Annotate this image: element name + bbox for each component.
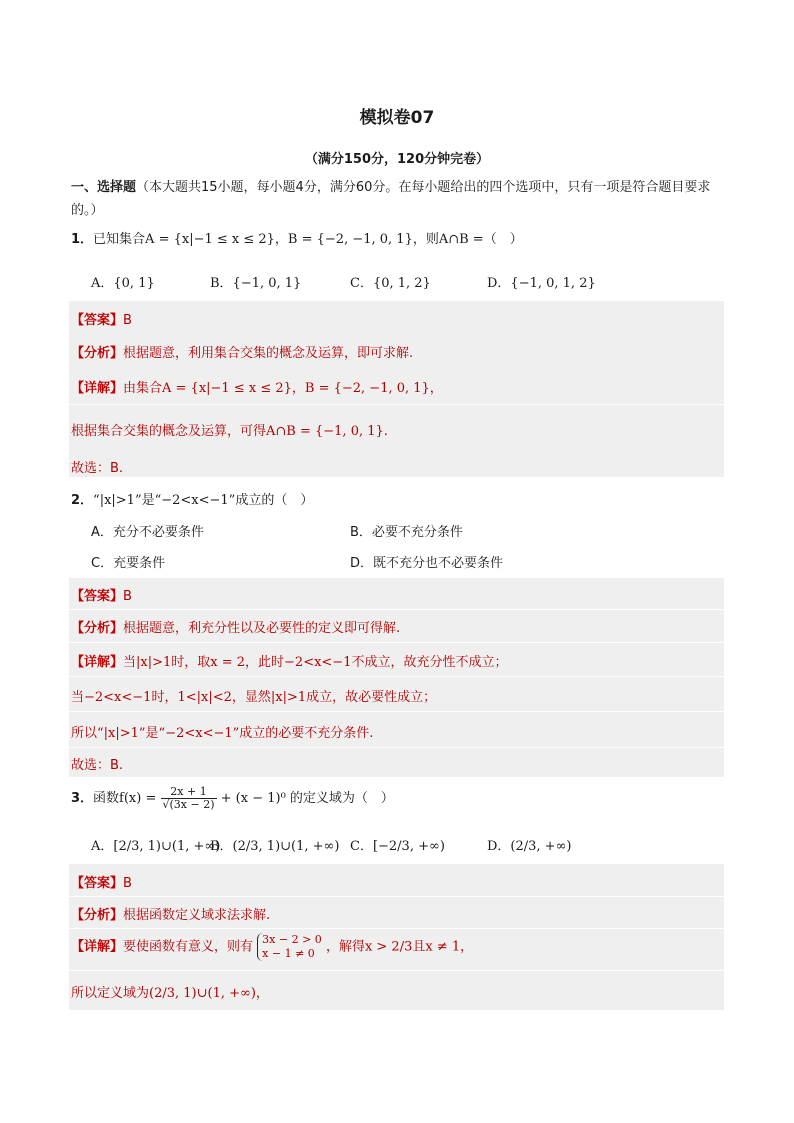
option-a: A．{0, 1} bbox=[91, 276, 155, 291]
question-stem: “|x|>1”是“−2<x<−1”成立的（ ） bbox=[93, 493, 314, 508]
answer-value: B bbox=[123, 876, 132, 891]
section-intro bbox=[71, 176, 723, 222]
analysis-line bbox=[71, 904, 270, 923]
choose-text: 故选：B. bbox=[71, 461, 124, 476]
divider bbox=[69, 928, 724, 929]
section-text: （本大题共15小题，每小题4分，满分60分。在每小题给出的四个选项中，只有一项是符合题目要求的。） bbox=[71, 180, 711, 218]
analysis-text: 根据题意，利充分性以及必要性的定义即可得解. bbox=[123, 621, 401, 636]
answer-tag: 【答案】 bbox=[71, 313, 124, 328]
analysis-tag: 【分析】 bbox=[71, 908, 124, 923]
answer-line bbox=[71, 309, 132, 328]
question-1 bbox=[71, 228, 523, 247]
divider bbox=[69, 676, 724, 677]
choose-text: 故选：B. bbox=[71, 758, 124, 773]
analysis-tag: 【分析】 bbox=[71, 621, 124, 636]
inequality-system: 3x − 2 > 0 x − 1 ≠ 0 bbox=[257, 933, 322, 961]
option-d: D．既不充分也不必要条件 bbox=[350, 556, 504, 571]
answer-line bbox=[71, 585, 132, 604]
detail-tag: 【详解】 bbox=[71, 381, 124, 396]
question-stem: 函数f(x) = bbox=[93, 791, 157, 806]
answer-line bbox=[71, 872, 132, 891]
answer-tag: 【答案】 bbox=[71, 589, 124, 604]
analysis-text: 根据题意，利用集合交集的概念及运算，即可求解. bbox=[123, 346, 414, 361]
detail-line bbox=[71, 651, 507, 670]
answer-value: B bbox=[123, 313, 132, 328]
question-number: 2． bbox=[71, 493, 94, 508]
analysis-line bbox=[71, 617, 400, 636]
question-stem: 已知集合A = {x|−1 ≤ x ≤ 2}，B = {−2, −1, 0, 1}，则A∩B =（ ） bbox=[93, 232, 523, 247]
question-number: 3． bbox=[71, 791, 94, 806]
answer-tag: 【答案】 bbox=[71, 876, 124, 891]
option-a: A．[2/3, 1)∪(1, +∞) bbox=[91, 839, 221, 854]
fraction: $\frac{2x + 1}{√(3x - 2)}$ bbox=[162, 785, 215, 811]
option-c: C．充要条件 bbox=[91, 556, 166, 571]
analysis-line bbox=[71, 342, 413, 361]
detail-tag: 【详解】 bbox=[71, 939, 124, 955]
divider bbox=[69, 642, 724, 643]
detail-tag: 【详解】 bbox=[71, 655, 124, 670]
option-d: D．{−1, 0, 1, 2} bbox=[487, 276, 596, 291]
option-b: B．必要不充分条件 bbox=[350, 525, 463, 540]
detail-text: 当|x|>1时，取x = 2，此时−2<x<−1不成立，故充分性不成立； bbox=[123, 655, 508, 670]
analysis-text: 根据函数定义域求法求解. bbox=[123, 908, 271, 923]
option-c: C．[−2/3, +∞) bbox=[350, 839, 445, 854]
page-title: 模拟卷07 bbox=[359, 108, 435, 128]
option-b: B．{−1, 0, 1} bbox=[210, 276, 302, 291]
detail-text: 要使函数有意义，则有 bbox=[123, 939, 254, 955]
option-a: A．充分不必要条件 bbox=[91, 525, 204, 540]
page-subtitle: （满分150分，120分钟完卷） bbox=[304, 152, 490, 167]
detail-line bbox=[71, 933, 473, 961]
question-number: 1． bbox=[71, 232, 94, 247]
divider bbox=[69, 711, 724, 712]
answer-value: B bbox=[123, 589, 132, 604]
divider bbox=[69, 404, 724, 405]
section-heading: 一、选择题 bbox=[71, 180, 137, 195]
detail-text: 所以“|x|>1”是“−2<x<−1”成立的必要不充分条件. bbox=[71, 726, 374, 741]
detail-text: 由集合A = {x|−1 ≤ x ≤ 2}，B = {−2, −1, 0, 1}， bbox=[123, 381, 443, 396]
question-stem: + (x − 1)⁰ 的定义域为（ ） bbox=[220, 791, 394, 806]
question-2 bbox=[71, 489, 313, 508]
option-d: D．(2/3, +∞) bbox=[487, 839, 572, 854]
analysis-tag: 【分析】 bbox=[71, 346, 124, 361]
divider bbox=[69, 747, 724, 748]
option-b: B．(2/3, 1)∪(1, +∞) bbox=[210, 839, 340, 854]
detail-text: 所以定义域为(2/3, 1)∪(1, +∞)， bbox=[71, 986, 269, 1001]
detail-text: 根据集合交集的概念及运算，可得A∩B = {−1, 0, 1}. bbox=[71, 424, 388, 439]
divider bbox=[69, 896, 724, 897]
question-3 bbox=[71, 786, 394, 811]
divider bbox=[69, 970, 724, 971]
detail-text: ，解得x > 2/3且x ≠ 1， bbox=[325, 939, 474, 955]
detail-text: 当−2<x<−1时，1<|x|<2，显然|x|>1成立，故必要性成立； bbox=[71, 690, 437, 705]
divider bbox=[69, 609, 724, 610]
option-c: C．{0, 1, 2} bbox=[350, 276, 431, 291]
detail-line bbox=[71, 377, 443, 396]
